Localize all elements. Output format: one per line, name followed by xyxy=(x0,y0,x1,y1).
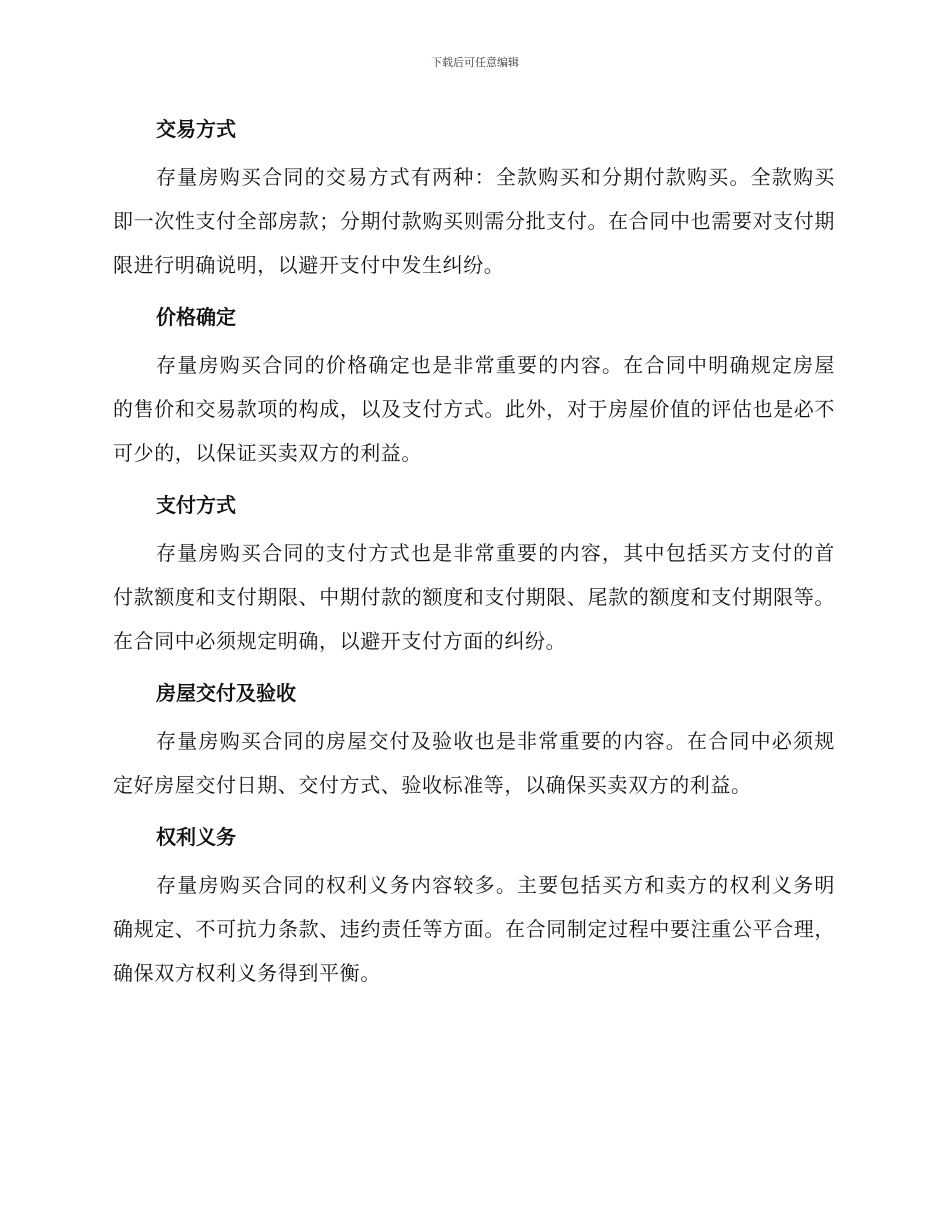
section-trade-method xyxy=(113,110,835,287)
document-body xyxy=(113,110,835,1006)
section-delivery xyxy=(113,674,835,807)
header-note: 下载后可任意编辑 xyxy=(431,56,519,69)
section-rights-obligations xyxy=(113,818,835,995)
section-heading: 房屋交付及验收 xyxy=(156,681,296,705)
section-payment xyxy=(113,486,835,663)
section-heading: 支付方式 xyxy=(156,493,236,517)
section-paragraph: 存量房购买合同的价格确定也是非常重要的内容。在合同中明确规定房屋的售价和交易款项的构成，以及支付方式。此外，对于房屋价值的评估也是必不可少的，以保证买卖双方的利益。 xyxy=(113,353,835,465)
section-heading: 价格确定 xyxy=(156,305,236,329)
section-heading: 权利义务 xyxy=(156,825,236,849)
section-paragraph: 存量房购买合同的支付方式也是非常重要的内容，其中包括买方支付的首付款额度和支付期限、中期付款的额度和支付期限、尾款的额度和支付期限等。在合同中必须规定明确，以避开支付方面的纠纷。 xyxy=(113,541,835,653)
section-heading: 交易方式 xyxy=(156,117,236,141)
section-paragraph: 存量房购买合同的房屋交付及验收也是非常重要的内容。在合同中必须规定好房屋交付日期、交付方式、验收标准等，以确保买卖双方的利益。 xyxy=(113,729,835,797)
section-paragraph: 存量房购买合同的权利义务内容较多。主要包括买方和卖方的权利义务明确规定、不可抗力条款、违约责任等方面。在合同制定过程中要注重公平合理，确保双方权利义务得到平衡。 xyxy=(113,873,835,985)
section-paragraph: 存量房购买合同的交易方式有两种：全款购买和分期付款购买。全款购买即一次性支付全部房款；分期付款购买则需分批支付。在合同中也需要对支付期限进行明确说明，以避开支付中发生纠纷。 xyxy=(113,165,835,277)
section-price xyxy=(113,298,835,475)
